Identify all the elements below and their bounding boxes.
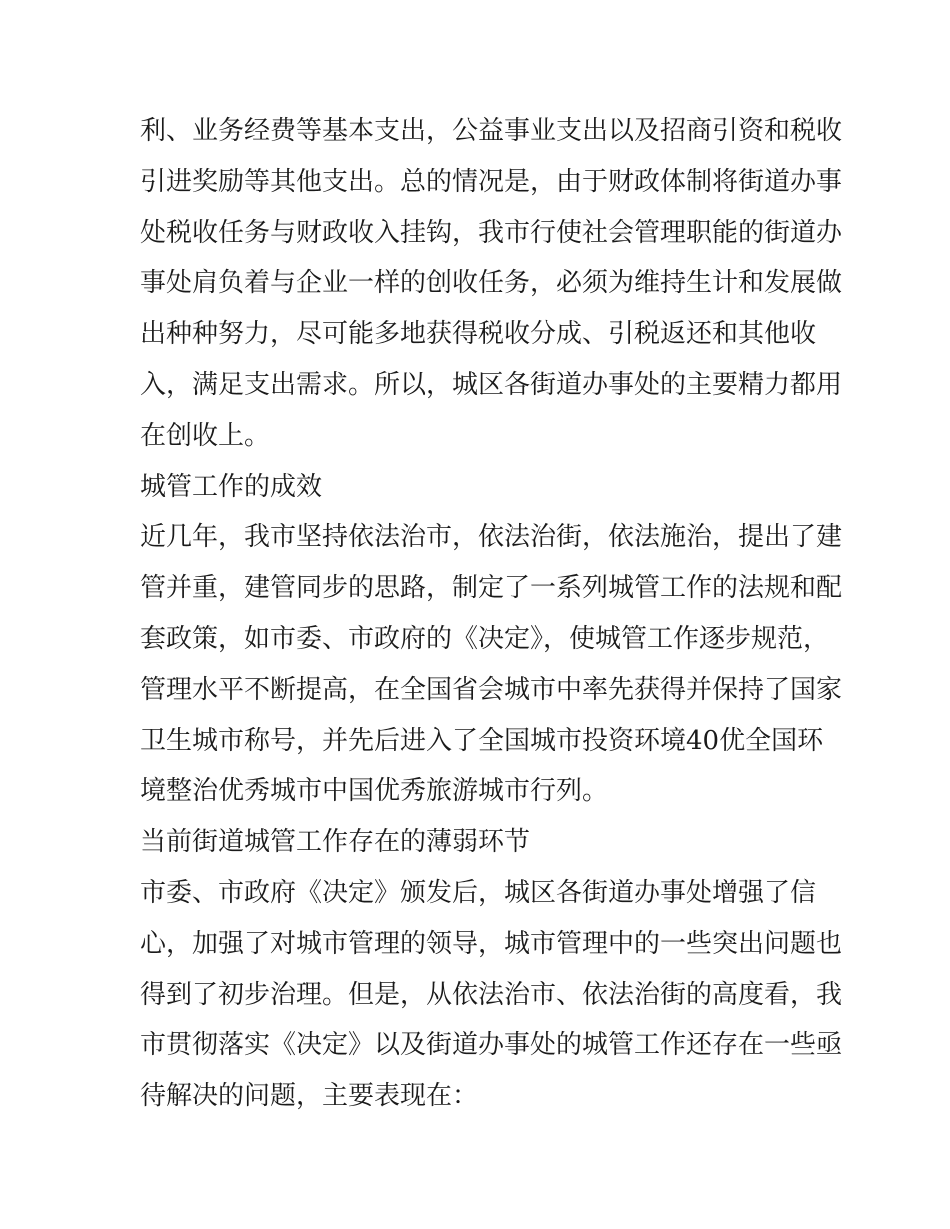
- text-line: 市委、市政府《决定》颁发后，城区各街道办事处增强了信: [140, 877, 817, 908]
- text-line: 近几年，我市坚持依法治市，依法治街，依法施治，提出了建: [140, 522, 843, 553]
- text-line: 卫生城市称号，并先后进入了全国城市投资环境40优全国环: [140, 725, 824, 756]
- text-line: 入，满足支出需求。所以，城区各街道办事处的主要精力都用: [140, 369, 843, 400]
- text-line: 待解决的问题，主要表现在：: [140, 1081, 479, 1112]
- text-line: 利、业务经费等基本支出，公益事业支出以及招商引资和税收: [140, 116, 843, 146]
- text-line: 市贯彻落实《决定》以及街道办事处的城管工作还存在一些亟: [140, 1030, 843, 1061]
- document-body: [140, 106, 843, 1122]
- text-line: 出种种努力，尽可能多地获得税收分成、引税返还和其他收: [140, 319, 817, 350]
- text-line: 处税收任务与财政收入挂钩，我市行使社会管理职能的街道办: [140, 217, 843, 248]
- text-line: 事处肩负着与企业一样的创收任务，必须为维持生计和发展做: [140, 268, 843, 299]
- text-line: 引进奖励等其他支出。总的情况是，由于财政体制将街道办事: [140, 166, 843, 197]
- text-line: 在创收上。: [140, 420, 271, 451]
- text-line: 得到了初步治理。但是，从依法治市、依法治街的高度看，我: [140, 979, 843, 1010]
- text-line: 套政策，如市委、市政府的《决定》，使城管工作逐步规范，: [140, 623, 830, 654]
- section-heading: 当前街道城管工作存在的薄弱环节: [140, 827, 531, 858]
- text-line: 管并重，建管同步的思路，制定了一系列城管工作的法规和配: [140, 573, 843, 604]
- text-line: 心，加强了对城市管理的领导，城市管理中的一些突出问题也: [140, 928, 843, 959]
- text-line: 境整治优秀城市中国优秀旅游城市行列。: [140, 776, 609, 807]
- section-heading: 城管工作的成效: [140, 471, 323, 502]
- text-line: 管理水平不断提高，在全国省会城市中率先获得并保持了国家: [140, 674, 843, 705]
